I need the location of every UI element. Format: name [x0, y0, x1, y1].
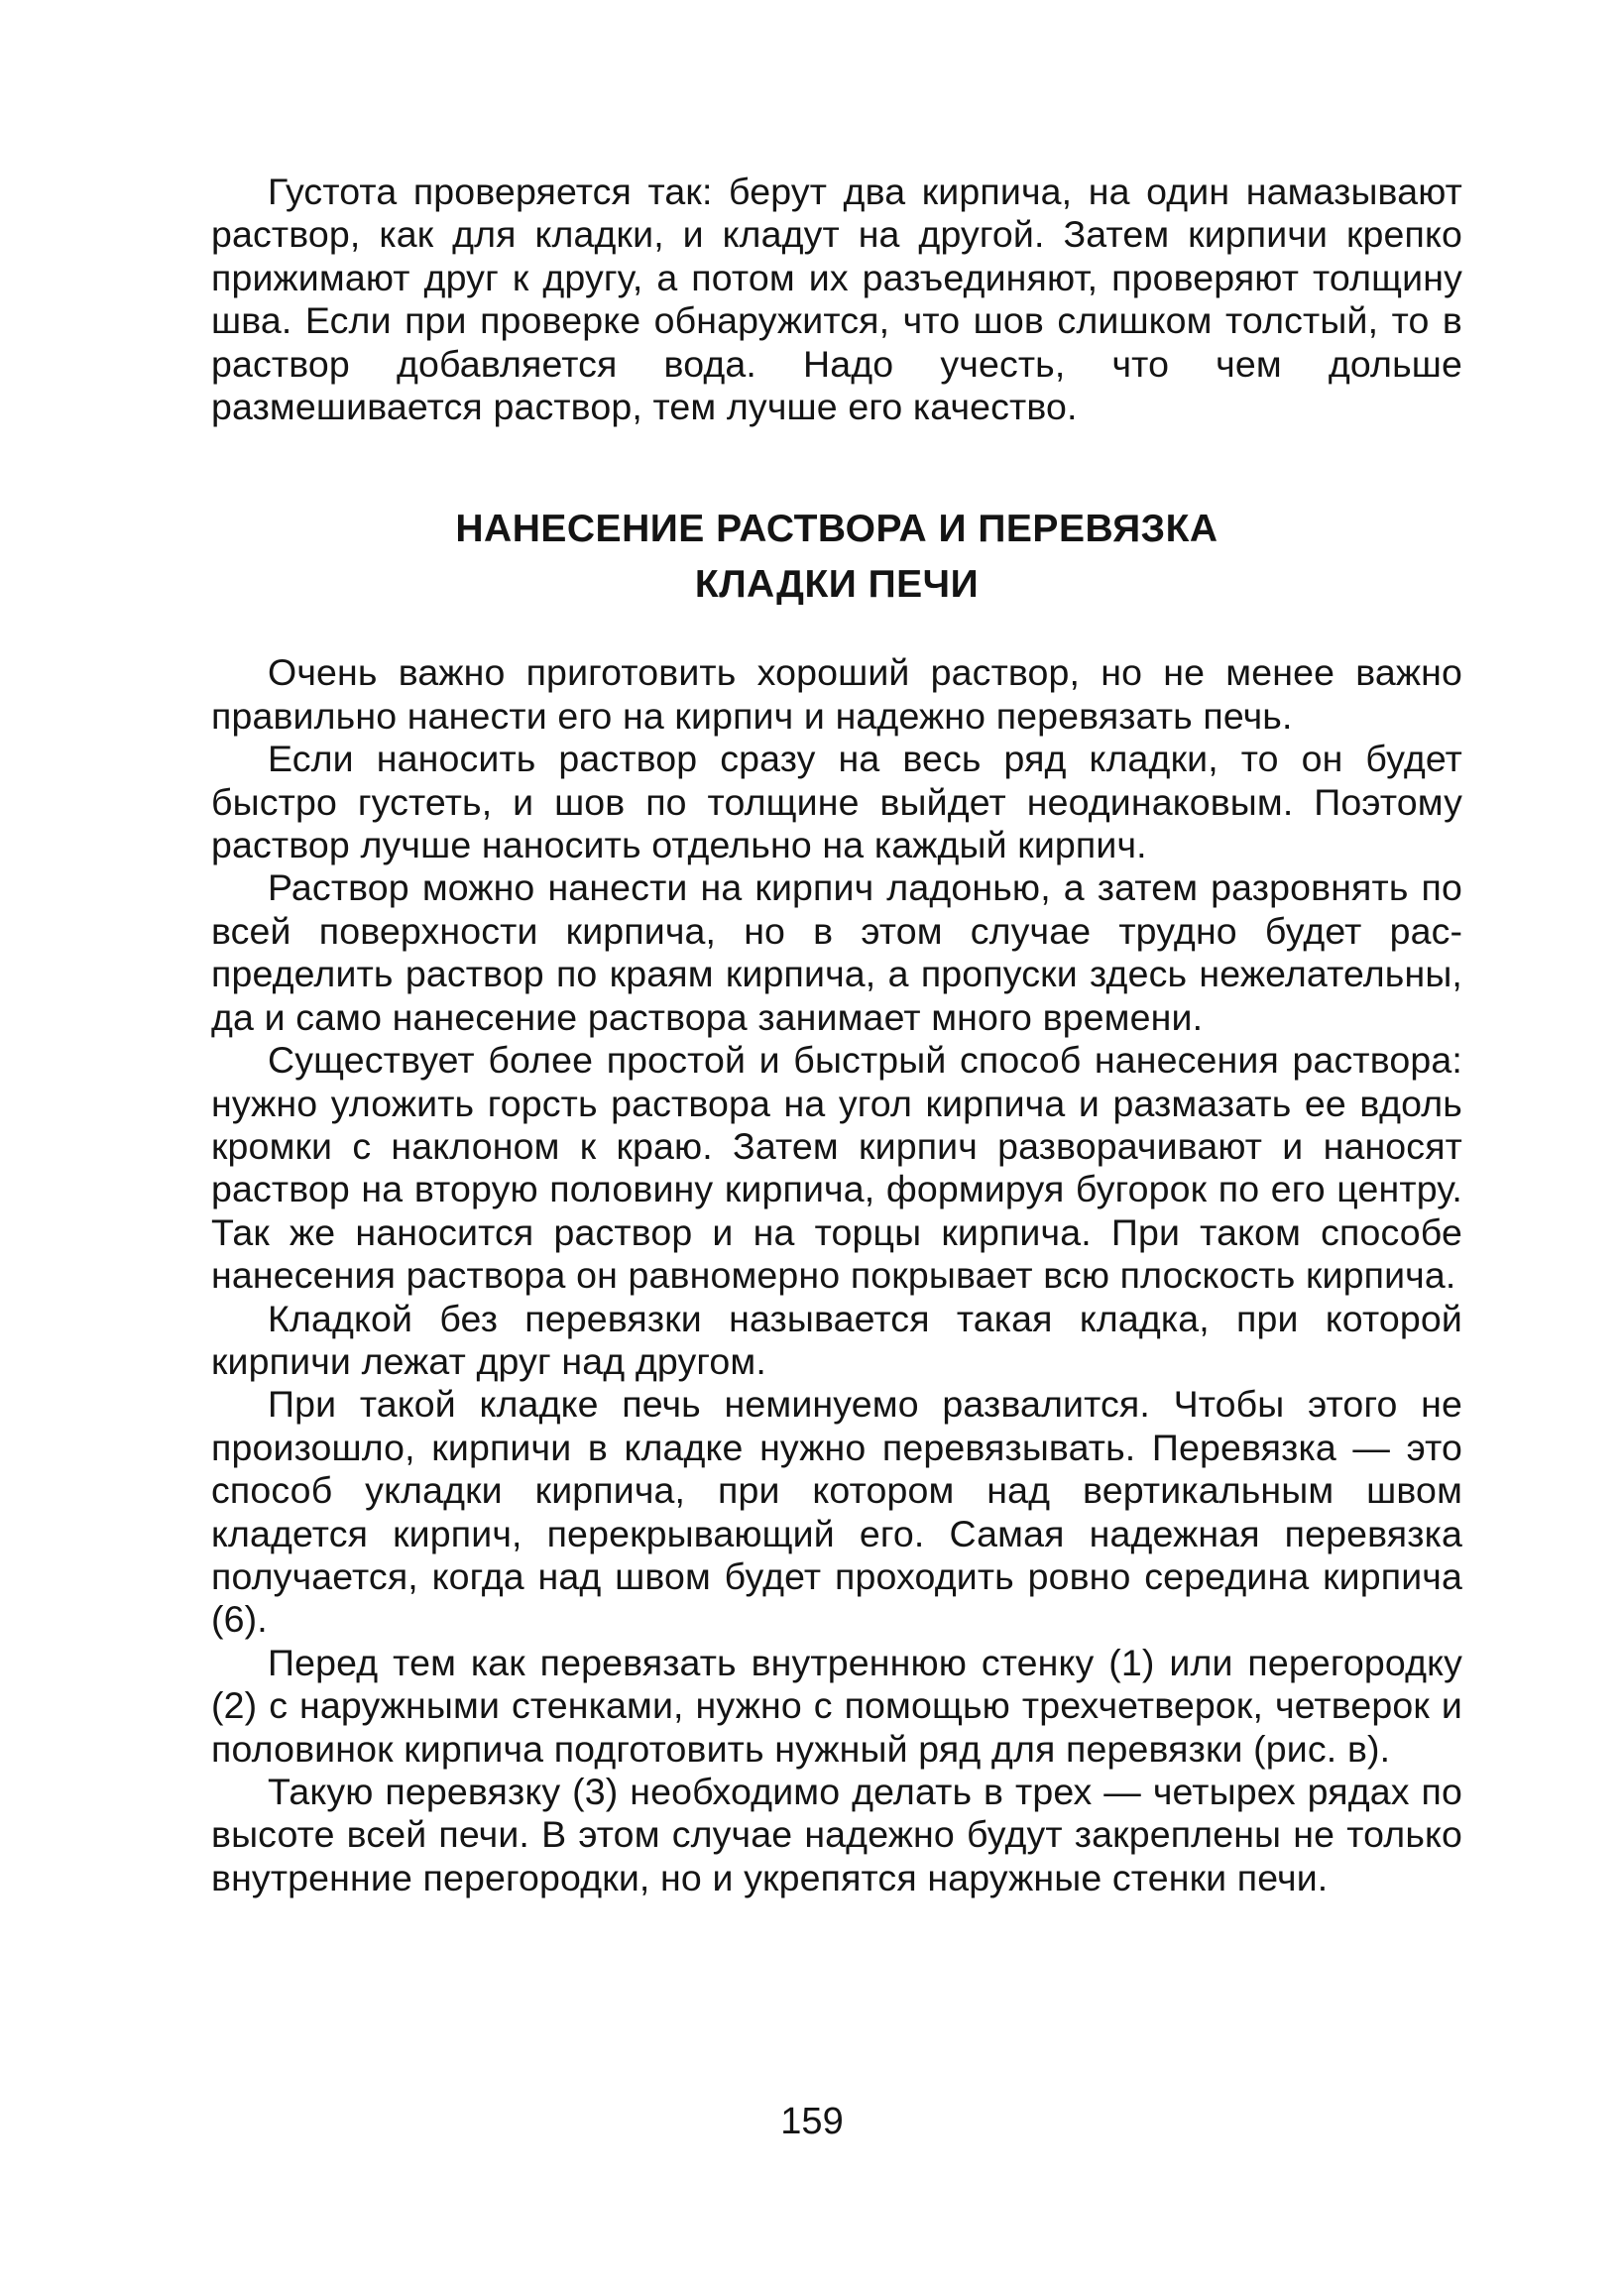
intro-paragraph: Густота проверяется так: берут два кирпича, на один намазывают раствор, как для кладки, и кладут на другой. Затем кирпичи крепко прижимают друг к другу, а потом их разъединяют, проверяют толщину шва. Если при проверке обнаружится, что шов слишком толстый, то в раствор добавляется вода. Надо учесть, что чем дольше размешивается раствор, тем лучше его качество. [211, 171, 1462, 428]
body-paragraph: Существует более простой и быстрый способ нанесения раствора: нужно уложить горсть раствора на угол кирпича и размазать ее вдоль кромки с наклоном к краю. Затем кирпич разворачивают и наносят раствор на вторую половину кирпича, формируя бугорок по его центру. Так же наносится раствор и на торцы кирпича. При таком способе нанесения раствора он равномерно покрывает всю плоскость кирпича. [211, 1039, 1462, 1297]
section-heading [211, 502, 1462, 613]
body-paragraph: Очень важно приготовить хороший раствор, но не менее важно правильно нанести его на кирпич и надежно перевязать печь. [211, 651, 1462, 737]
body-paragraph: Кладкой без перевязки называется такая кладка, при которой кирпичи лежат друг над другом. [211, 1297, 1462, 1382]
page-number: 159 [780, 2101, 844, 2142]
section-heading-line-1: НАНЕСЕНИЕ РАСТВОРА И ПЕРЕВЯЗКА [455, 508, 1218, 551]
body-paragraph: Если наносить раствор сразу на весь ряд кладки, то он будет быстро густеть, и шов по толщине выйдет неодинаковым. Поэтому раствор лучше наносить отдельно на каждый кирпич. [211, 738, 1462, 866]
body-paragraph: При такой кладке печь неминуемо развалится. Чтобы этого не произошло, кирпичи в кладке нужно перевязывать. Перевязка — это способ укладки кирпича, при котором над вертикальным швом кладется кирпич, перекрывающий его. Самая надежная перевязка получается, когда над швом будет проходить ровно середина кирпича (6). [211, 1383, 1462, 1641]
section-heading-line-2: КЛАДКИ ПЕЧИ [694, 563, 980, 607]
body-paragraph: Перед тем как перевязать внутреннюю стенку (1) или перегородку (2) с наружными стенками, нужно с помощью трехчетверок, четверок и половинок кирпича подготовить нужный ряд для перевязки (рис. в). [211, 1641, 1462, 1770]
body-paragraph: Раствор можно нанести на кирпич ладонью, а затем разровнять по всей поверхности кирпича, но в этом случае трудно будет распределить раствор по краям кирпича, а пропуски здесь нежелательны, да и само нанесение раствора занимает много времени. [211, 866, 1462, 1038]
section-body [211, 651, 1462, 1899]
page-body [211, 171, 1462, 1899]
body-paragraph: Такую перевязку (3) необходимо делать в трех — четырех рядах по высоте всей печи. В этом случае надежно будут закреплены не только внутренние перегородки, но и укрепятся наружные стенки печи. [211, 1771, 1462, 1898]
